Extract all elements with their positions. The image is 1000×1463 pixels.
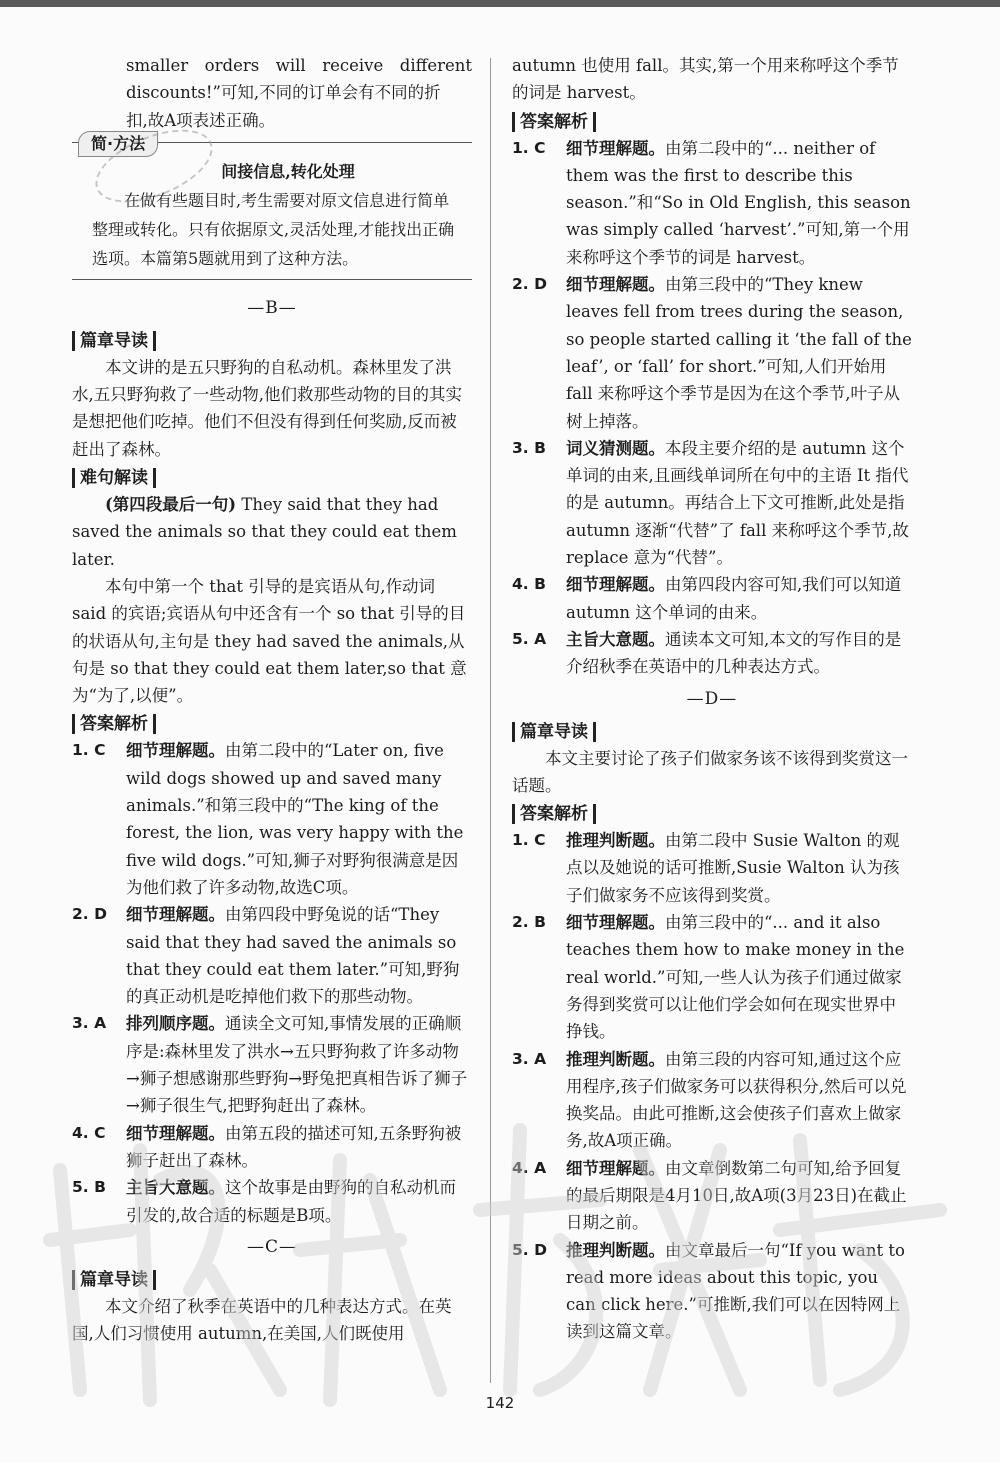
question-type: 排列顺序题。 (126, 1014, 225, 1034)
guide-heading: 篇章导读 (512, 722, 596, 742)
answer-number: 4. C (72, 1123, 106, 1142)
answer-item (72, 1120, 472, 1175)
right-column (512, 52, 912, 1346)
question-type: 推理判断题。 (566, 1240, 665, 1260)
question-type: 细节理解题。 (126, 905, 225, 925)
answer-number: 4. A (512, 1158, 547, 1177)
answer-number: 2. B (512, 913, 546, 932)
continued-text-line: smaller orders will receive different (126, 56, 472, 75)
answer-item (512, 435, 912, 571)
answer-item (512, 827, 912, 909)
question-type: 主旨大意题。 (126, 1178, 225, 1198)
question-type: 主旨大意题。 (566, 629, 665, 649)
answer-body (566, 909, 912, 1045)
hard-sentence-text: They said that they had saved the animals so that they could eat them later. (72, 495, 457, 569)
method-title: 间接信息,转化处理 (221, 161, 355, 181)
answer-explanation: 由第三段中的“They knew leaves fell from trees during the season, so people started calling it ‘the fall of the leaf’, or ‘fall’ for short.”可知,人们开始用 fall 来称呼这个季节是因为在这个季节,叶子从树上掉落。 (566, 275, 912, 431)
answer-body (566, 1237, 912, 1346)
answer-number: 5. A (512, 629, 547, 648)
answer-explanation: 由第三段中的“... and it also teaches them how to make money in the real world.”可知,一些人认为孩子们通过做家务得到奖赏可以让他们学会如何在现实世界中挣钱。 (566, 913, 905, 1042)
answer-item (512, 909, 912, 1045)
scan-edge (0, 0, 1000, 7)
answer-explanation: 由第四段中野兔说的话“They said that they had saved the animals so that they could eat them later.”可知,野狗的真正动机是吃掉他们救下的那些动物。 (126, 905, 460, 1007)
answer-explanation: 由第三段的内容可知,通过这个应用程序,孩子们做家务可以获得积分,然后可以兑换奖品。由此可推断,这会使孩子们喜欢上做家务,故A项正确。 (566, 1049, 907, 1151)
answer-explanation: 通读全文可知,事情发展的正确顺序是:森林里发了洪水→五只野狗救了许多动物→狮子想感谢那些野狗→野兔把真相告诉了狮子→狮子很生气,把野狗赶出了森林。 (126, 1014, 468, 1116)
hard-sentence-label: (第四段最后一句) (105, 495, 237, 515)
answer-number: 3. B (512, 438, 546, 457)
answer-number: 3. A (512, 1049, 547, 1068)
guide-text: 本文主要讨论了孩子们做家务该不该得到奖赏这一话题。 (512, 748, 908, 795)
answer-body (566, 1155, 912, 1237)
answer-item (512, 135, 912, 271)
answer-number: 5. B (72, 1178, 106, 1197)
answer-number: 2. D (512, 275, 547, 294)
answer-body (566, 827, 912, 909)
question-type: 细节理解题。 (566, 1158, 665, 1178)
answer-body (126, 1120, 472, 1175)
answer-item (72, 1010, 472, 1119)
continued-guide-text: autumn 也使用 fall。其实,第一个用来称呼这个季节的词是 harvest。 (512, 56, 899, 103)
answer-heading: 答案解析 (512, 112, 596, 132)
answer-item (72, 1174, 472, 1229)
answer-item (512, 1155, 912, 1237)
answer-item (512, 1237, 912, 1346)
answer-body (566, 435, 912, 571)
answer-list-c (512, 135, 912, 681)
answer-item (512, 626, 912, 681)
section-divider-d: —D— (686, 688, 738, 709)
method-text: 在做有些题目时,考生需要对原文信息进行简单整理或转化。只有依据原文,灵活处理,才能找出正确选项。本篇第5题就用到了这种方法。 (92, 190, 455, 268)
answer-explanation: 这个故事是由野狗的自私动机而引发的,故合适的标题是B项。 (126, 1178, 456, 1225)
hard-sentence (72, 491, 472, 573)
answer-number: 1. C (512, 138, 546, 157)
answer-item (72, 737, 472, 901)
question-type: 细节理解题。 (566, 138, 665, 158)
question-type: 推理判断题。 (566, 831, 665, 851)
answer-explanation: 由文章倒数第二句可知,给予回复的最后期限是4月10日,故A项(3月23日)在截止日期之前。 (566, 1158, 907, 1233)
question-type: 细节理解题。 (126, 741, 225, 761)
answer-item (512, 571, 912, 626)
answer-body (566, 271, 912, 435)
question-type: 细节理解题。 (566, 913, 665, 933)
answer-explanation: 本段主要介绍的是 autumn 这个单词的由来,且画线单词所在句中的主语 It 指代的是 autumn。再结合上下文可推断,此处是指 autumn 逐渐“代替”了 fall 来称呼这个季节,故 replace 意为“代替”。 (566, 438, 909, 568)
question-type: 细节理解题。 (126, 1123, 225, 1143)
continued-text-line: 扣,故A项表述正确。 (126, 110, 276, 130)
question-type: 推理判断题。 (566, 1049, 665, 1069)
method-tag: 简·方法 (78, 131, 158, 157)
answer-item (512, 271, 912, 435)
guide-heading: 篇章导读 (72, 1270, 156, 1290)
section-divider-b: —B— (247, 297, 297, 318)
continued-text-line: discounts!”可知,不同的订单会有不同的折 (126, 83, 441, 103)
column-divider (490, 58, 491, 1383)
answer-explanation: 由第二段中 Susie Walton 的观点以及她说的话可推断,Susie Walton 认为孩子们做家务不应该得到奖赏。 (566, 831, 900, 905)
answer-body (566, 135, 912, 271)
guide-text: 本文讲的是五只野狗的自私动机。森林里发了洪水,五只野狗救了一些动物,他们救那些动物的目的其实是想把他们吃掉。他们不但没有得到任何奖励,反而被赶出了森林。 (72, 357, 462, 459)
answer-explanation: 通读本文可知,本文的写作目的是介绍秋季在英语中的几种表达方式。 (566, 629, 902, 677)
answer-explanation: 由第五段的描述可知,五条野狗被狮子赶出了森林。 (126, 1123, 462, 1170)
answer-heading: 答案解析 (512, 804, 596, 824)
question-type: 细节理解题。 (566, 275, 665, 295)
answer-number: 2. D (72, 905, 107, 924)
answer-explanation: 由文章最后一句“If you want to read more ideas about this topic, you can click here.”可推断,我们可以在因特网上读到这篇文章。 (566, 1240, 905, 1342)
answer-explanation: 由第二段中的“Later on, five wild dogs showed up and saved many animals.”和第三段中的“The king of the forest, the lion, was very happy with the five wild dogs.”可知,狮子对野狗很满意是因为他们救了许多动物,故选C项。 (126, 741, 464, 897)
answer-body (126, 901, 472, 1010)
question-type: 词义猜测题。 (566, 438, 665, 458)
answer-number: 1. C (72, 741, 106, 760)
answer-heading: 答案解析 (72, 714, 156, 734)
hard-sentence-heading: 难句解读 (72, 468, 156, 488)
guide-text: 本文介绍了秋季在英语中的几种表达方式。在英国,人们习惯使用 autumn,在美国,人们既使用 (72, 1296, 452, 1344)
answer-body (126, 737, 472, 901)
answer-body (566, 1046, 912, 1155)
left-column (72, 52, 472, 1347)
hard-sentence-analysis: 本句中第一个 that 引导的是宾语从句,作动词 said 的宾语;宾语从句中还含有一个 so that 引导的目的状语从句,主句是 they had saved the animals,从句是 so that they could eat them later,so that 意为“为了,以便”。 (72, 576, 467, 706)
answer-list-d (512, 827, 912, 1346)
answer-number: 4. B (512, 575, 546, 594)
guide-heading: 篇章导读 (72, 331, 156, 351)
answer-list-b (72, 737, 472, 1228)
answer-item (72, 901, 472, 1010)
answer-body (566, 571, 912, 626)
answer-body (126, 1010, 472, 1119)
answer-number: 3. A (72, 1014, 107, 1033)
answer-body (566, 626, 912, 681)
answer-explanation: 由第四段内容可知,我们可以知道 autumn 这个单词的由来。 (566, 575, 902, 622)
answer-body (126, 1174, 472, 1229)
answer-number: 5. D (512, 1240, 547, 1259)
answer-explanation: 由第二段中的“... neither of them was the first to describe this season.”和“So in Old English, this season was simply called ‘harvest’.”可知,第一个用来称呼这个季节的词是 harvest。 (566, 138, 911, 267)
answer-number: 1. C (512, 831, 546, 850)
answer-item (512, 1046, 912, 1155)
question-type: 细节理解题。 (566, 575, 665, 595)
section-divider-c: —C— (246, 1236, 297, 1257)
page-number: 142 (485, 1394, 515, 1412)
